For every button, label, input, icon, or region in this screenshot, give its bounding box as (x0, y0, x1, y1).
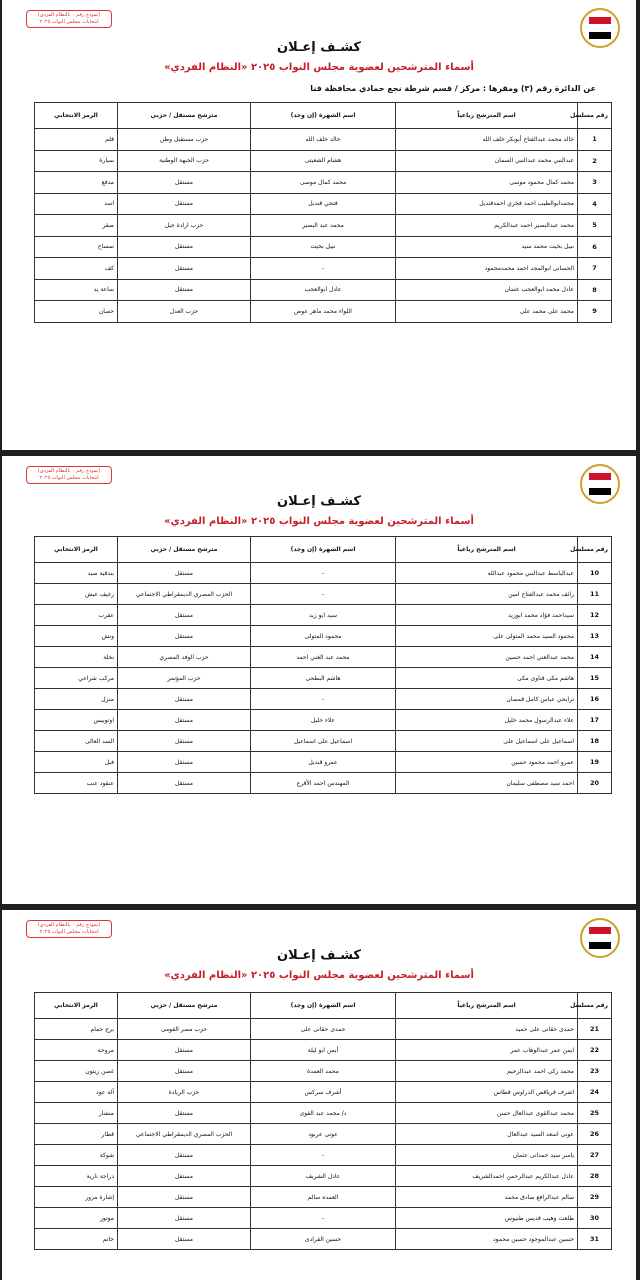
table-row (35, 1145, 612, 1166)
name-cell: عمرو احمد محمود حسين (396, 752, 578, 773)
nickname-cell: عمرو قنديل (251, 752, 396, 773)
type-cell: الحزب المصري الديمقراطي الاجتماعي (118, 1124, 251, 1145)
serial-cell: 16 (578, 689, 612, 710)
table-row (35, 301, 612, 323)
name-cell: اسماعيل على اسماعيل على (396, 731, 578, 752)
page-title: كشـف إعـلان (277, 40, 361, 55)
nickname-cell: هشام الشعيتى (251, 150, 396, 172)
symbol-cell: مروحة (35, 1040, 118, 1061)
type-cell: حزب مستقبل وطن (118, 129, 251, 151)
type-cell: حزب الجبهة الوطنية (118, 150, 251, 172)
serial-cell: 1 (578, 129, 612, 151)
symbol-cell: ونش (35, 626, 118, 647)
serial-cell: 5 (578, 215, 612, 237)
name-cell: عبدالباسط عبدالنبي محمود عبدالله (396, 563, 578, 584)
type-cell: مستقل (118, 689, 251, 710)
table-row (35, 668, 612, 689)
type-cell: مستقل (118, 258, 251, 280)
name-cell: الحسانى ابوالمجد احمد محمدمحمود (396, 258, 578, 280)
symbol-cell: نخلة (35, 647, 118, 668)
type-cell: مستقل (118, 626, 251, 647)
type-cell: مستقل (118, 731, 251, 752)
nickname-cell: محمد كمال موسى (251, 172, 396, 194)
page-subtitle: أسماء المترشحين لعضوية مجلس النواب ٢٠٢٥ «النظام الفردي» (164, 516, 474, 527)
name-cell: محمد زكى احمد عبدالرحيم (396, 1061, 578, 1082)
type-cell: مستقل (118, 1145, 251, 1166)
col-serial: رقم مسلسل (578, 103, 612, 129)
serial-cell: 14 (578, 647, 612, 668)
name-cell: عونى اسعد السيد عبدالعال (396, 1124, 578, 1145)
symbol-cell: قطار (35, 1124, 118, 1145)
serial-cell: 23 (578, 1061, 612, 1082)
serial-cell: 11 (578, 584, 612, 605)
type-cell: مستقل (118, 236, 251, 258)
type-cell: حزب مصر القومى (118, 1019, 251, 1040)
symbol-cell: مدفع (35, 172, 118, 194)
serial-cell: 25 (578, 1103, 612, 1124)
form-stamp (26, 466, 112, 484)
table-row (35, 150, 612, 172)
nickname-cell: حسين القرادى (251, 1229, 396, 1250)
name-cell: محمد على محمد على (396, 301, 578, 323)
serial-cell: 15 (578, 668, 612, 689)
symbol-cell: السد العالى (35, 731, 118, 752)
name-cell: سيداحمد فؤاد محمد ابوزيد (396, 605, 578, 626)
col-nickname: اسم الشهرة (إن وجد) (251, 537, 396, 563)
type-cell: مستقل (118, 193, 251, 215)
name-cell: عادل عبدالكريم عبدالرحمن احمدالشريف (396, 1166, 578, 1187)
symbol-cell: سيارة (35, 150, 118, 172)
col-serial: رقم مسلسل (578, 993, 612, 1019)
serial-cell: 6 (578, 236, 612, 258)
nickname-cell: محمد العمدة (251, 1061, 396, 1082)
symbol-cell: اسد (35, 193, 118, 215)
nickname-cell: - (251, 689, 396, 710)
name-cell: محمد عبدالغني احمد حسين (396, 647, 578, 668)
table-row (35, 193, 612, 215)
name-cell: خالد محمد عبدالفتاح أبوبكر خلف الله (396, 129, 578, 151)
col-symbol: الرمز الانتخابي (35, 993, 118, 1019)
type-cell: حزب المؤتمر (118, 668, 251, 689)
nickname-cell: اسماعيل على اسماعيل (251, 731, 396, 752)
symbol-cell: بندقية صيد (35, 563, 118, 584)
document-page-1 (2, 0, 636, 450)
name-cell: اشرف قرياقص الدراوس قطاس (396, 1082, 578, 1103)
type-cell: مستقل (118, 1103, 251, 1124)
symbol-cell: فيل (35, 752, 118, 773)
type-cell: مستقل (118, 1061, 251, 1082)
symbol-cell: خاتم (35, 1229, 118, 1250)
col-serial: رقم مسلسل (578, 537, 612, 563)
table-row (35, 129, 612, 151)
serial-cell: 13 (578, 626, 612, 647)
symbol-cell: كف (35, 258, 118, 280)
table-row (35, 215, 612, 237)
table-row (35, 1208, 612, 1229)
serial-cell: 4 (578, 193, 612, 215)
nickname-cell: اللواء محمد ماهر عوض (251, 301, 396, 323)
type-cell: مستقل (118, 1229, 251, 1250)
stamp-line-2: انتخابات مجلس النواب ٢٠٢٥ (39, 19, 99, 25)
serial-cell: 28 (578, 1166, 612, 1187)
serial-cell: 18 (578, 731, 612, 752)
type-cell: الحزب المصري الديمقراطي الاجتماعي (118, 584, 251, 605)
serial-cell: 20 (578, 773, 612, 794)
nickname-cell: - (251, 1208, 396, 1229)
serial-cell: 17 (578, 710, 612, 731)
table-row (35, 731, 612, 752)
serial-cell: 26 (578, 1124, 612, 1145)
candidates-table (34, 536, 612, 794)
name-cell: محمدابوالطيب احمد فخري احمدقنديل (396, 193, 578, 215)
nickname-cell: عادل ابوالعجب (251, 279, 396, 301)
type-cell: مستقل (118, 1208, 251, 1229)
col-type: مترشح مستقل / حزبي (118, 993, 251, 1019)
type-cell: حزب ارادة جيل (118, 215, 251, 237)
table-row (35, 710, 612, 731)
table-row (35, 1166, 612, 1187)
nickname-cell: نبيل بخيت (251, 236, 396, 258)
table-row (35, 1040, 612, 1061)
table-row (35, 1019, 612, 1040)
document-page-2 (2, 456, 636, 904)
col-nickname: اسم الشهرة (إن وجد) (251, 103, 396, 129)
table-row (35, 1061, 612, 1082)
name-cell: سالم عبدالرافع صادق محمد (396, 1187, 578, 1208)
table-row (35, 773, 612, 794)
symbol-cell: رغيف عيش (35, 584, 118, 605)
type-cell: مستقل (118, 1187, 251, 1208)
nickname-cell: هاشم البطحى (251, 668, 396, 689)
candidates-table (34, 102, 612, 323)
serial-cell: 12 (578, 605, 612, 626)
serial-cell: 29 (578, 1187, 612, 1208)
stamp-line-1: (نموذج رقم ٠ بالنظام الفردي) (37, 12, 101, 18)
name-cell: علاء عبدالرسول محمد خليل (396, 710, 578, 731)
symbol-cell: إشارة مرور (35, 1187, 118, 1208)
serial-cell: 24 (578, 1082, 612, 1103)
name-cell: عبدالنبي محمد عبدالنبي السمان (396, 150, 578, 172)
nickname-cell: علاء خليل (251, 710, 396, 731)
symbol-cell: تمساح (35, 236, 118, 258)
nickname-cell: - (251, 1145, 396, 1166)
serial-cell: 31 (578, 1229, 612, 1250)
symbol-cell: قلم (35, 129, 118, 151)
symbol-cell: آلة عود (35, 1082, 118, 1103)
type-cell: مستقل (118, 605, 251, 626)
col-name: اسم المترشح رباعياً (396, 537, 578, 563)
page-title: كشـف إعـلان (277, 494, 361, 509)
symbol-cell: اوتوبيس (35, 710, 118, 731)
nickname-cell: عادل الشريف (251, 1166, 396, 1187)
serial-cell: 7 (578, 258, 612, 280)
symbol-cell: منزل (35, 689, 118, 710)
stamp-line-1: (نموذج رقم ٠ بالنظام الفردي) (37, 922, 101, 928)
serial-cell: 3 (578, 172, 612, 194)
serial-cell: 21 (578, 1019, 612, 1040)
name-cell: هاشم مكى قناوى مكى (396, 668, 578, 689)
table-row (35, 1082, 612, 1103)
nickname-cell: فتحي قنديل (251, 193, 396, 215)
table-row (35, 563, 612, 584)
table-row (35, 1124, 612, 1145)
table-body (35, 1019, 612, 1250)
col-symbol: الرمز الانتخابي (35, 103, 118, 129)
page-subtitle: أسماء المترشحين لعضوية مجلس النواب ٢٠٢٥ «النظام الفردي» (164, 970, 474, 981)
serial-cell: 8 (578, 279, 612, 301)
name-cell: طلعت وهيب قديس طنيوس (396, 1208, 578, 1229)
page-subtitle: أسماء المترشحين لعضوية مجلس النواب ٢٠٢٥ «النظام الفردي» (164, 62, 474, 73)
type-cell: حزب العدل (118, 301, 251, 323)
col-symbol: الرمز الانتخابي (35, 537, 118, 563)
name-cell: محمد كمال محمود موسى (396, 172, 578, 194)
table-row (35, 584, 612, 605)
name-cell: محمد عبدالقوى عبدالعال حسن (396, 1103, 578, 1124)
nickname-cell: - (251, 584, 396, 605)
symbol-cell: ساعة يد (35, 279, 118, 301)
document-page-3 (2, 910, 636, 1280)
table-row (35, 1229, 612, 1250)
circuit-info: عن الدائرة رقم (٣) ومقرها : مركز / قسم شرطة نجع حمادي محافظة قنا (310, 84, 596, 93)
name-cell: ياسر سيد حمدانى عثمان (396, 1145, 578, 1166)
symbol-cell: حصان (35, 301, 118, 323)
name-cell: رائف محمد عبدالفتاح امين (396, 584, 578, 605)
nickname-cell: محمود المتولى (251, 626, 396, 647)
type-cell: حزب الوفد المصري (118, 647, 251, 668)
serial-cell: 19 (578, 752, 612, 773)
col-nickname: اسم الشهرة (إن وجد) (251, 993, 396, 1019)
candidates-table (34, 992, 612, 1250)
type-cell: مستقل (118, 1166, 251, 1187)
page-title: كشـف إعـلان (277, 948, 361, 963)
name-cell: نبيل بخيت محمد سيد (396, 236, 578, 258)
symbol-cell: صقر (35, 215, 118, 237)
col-type: مترشح مستقل / حزبي (118, 537, 251, 563)
type-cell: مستقل (118, 563, 251, 584)
symbol-cell: عنقود عنب (35, 773, 118, 794)
nickname-cell: سيد ابو زيد (251, 605, 396, 626)
table-row (35, 689, 612, 710)
table-row (35, 752, 612, 773)
table-row (35, 236, 612, 258)
table-body (35, 129, 612, 323)
form-stamp (26, 920, 112, 938)
symbol-cell: عقرب (35, 605, 118, 626)
serial-cell: 30 (578, 1208, 612, 1229)
name-cell: محمود السيد محمد المتولى على (396, 626, 578, 647)
name-cell: عادل محمد ابوالعجب عثمان (396, 279, 578, 301)
nickname-cell: خالد خلف الله (251, 129, 396, 151)
nickname-cell: عونى عربود (251, 1124, 396, 1145)
type-cell: مستقل (118, 773, 251, 794)
symbol-cell: دراجة نارية (35, 1166, 118, 1187)
name-cell: محمد عبدالبصير احمد عبدالكريم (396, 215, 578, 237)
nickname-cell: - (251, 563, 396, 584)
table-row (35, 279, 612, 301)
table-row (35, 172, 612, 194)
symbol-cell: منشار (35, 1103, 118, 1124)
stamp-line-2: انتخابات مجلس النواب ٢٠٢٥ (39, 929, 99, 935)
nickname-cell: محمد عبد الغني احمد (251, 647, 396, 668)
table-row (35, 258, 612, 280)
table-row (35, 647, 612, 668)
symbol-cell: غصن زيتون (35, 1061, 118, 1082)
col-type: مترشح مستقل / حزبي (118, 103, 251, 129)
table-row (35, 605, 612, 626)
col-name: اسم المترشح رباعياً (396, 993, 578, 1019)
nickname-cell: العمده سالم (251, 1187, 396, 1208)
serial-cell: 10 (578, 563, 612, 584)
nickname-cell: محمد عبد البصير (251, 215, 396, 237)
type-cell: حزب الريادة (118, 1082, 251, 1103)
symbol-cell: موتور (35, 1208, 118, 1229)
type-cell: مستقل (118, 279, 251, 301)
name-cell: حمدى حقانى على حميد (396, 1019, 578, 1040)
type-cell: مستقل (118, 1040, 251, 1061)
serial-cell: 22 (578, 1040, 612, 1061)
type-cell: مستقل (118, 710, 251, 731)
nickname-cell: أيمن ابو ليلة (251, 1040, 396, 1061)
table-row (35, 626, 612, 647)
form-stamp (26, 10, 112, 28)
nickname-cell: - (251, 258, 396, 280)
type-cell: مستقل (118, 752, 251, 773)
nickname-cell: د/ محمد عبد القوى (251, 1103, 396, 1124)
symbol-cell: مركب شراعي (35, 668, 118, 689)
symbol-cell: برج حمام (35, 1019, 118, 1040)
name-cell: ايمن عمر عبدالوهاب عمر (396, 1040, 578, 1061)
name-cell: ترابحي عباس كامل قمصان (396, 689, 578, 710)
col-name: اسم المترشح رباعياً (396, 103, 578, 129)
serial-cell: 27 (578, 1145, 612, 1166)
nickname-cell: أشرف سركس (251, 1082, 396, 1103)
serial-cell: 9 (578, 301, 612, 323)
name-cell: حسين عبدالموجود حسين محمود (396, 1229, 578, 1250)
table-row (35, 1187, 612, 1208)
stamp-line-2: انتخابات مجلس النواب ٢٠٢٥ (39, 475, 99, 481)
stamp-line-1: (نموذج رقم ٠ بالنظام الفردي) (37, 468, 101, 474)
nickname-cell: المهندس احمد الأقرع (251, 773, 396, 794)
table-body (35, 563, 612, 794)
symbol-cell: شوكة (35, 1145, 118, 1166)
type-cell: مستقل (118, 172, 251, 194)
table-row (35, 1103, 612, 1124)
serial-cell: 2 (578, 150, 612, 172)
name-cell: احمد سيد مصطفى سليمان (396, 773, 578, 794)
nickname-cell: حمدى حقانى على (251, 1019, 396, 1040)
